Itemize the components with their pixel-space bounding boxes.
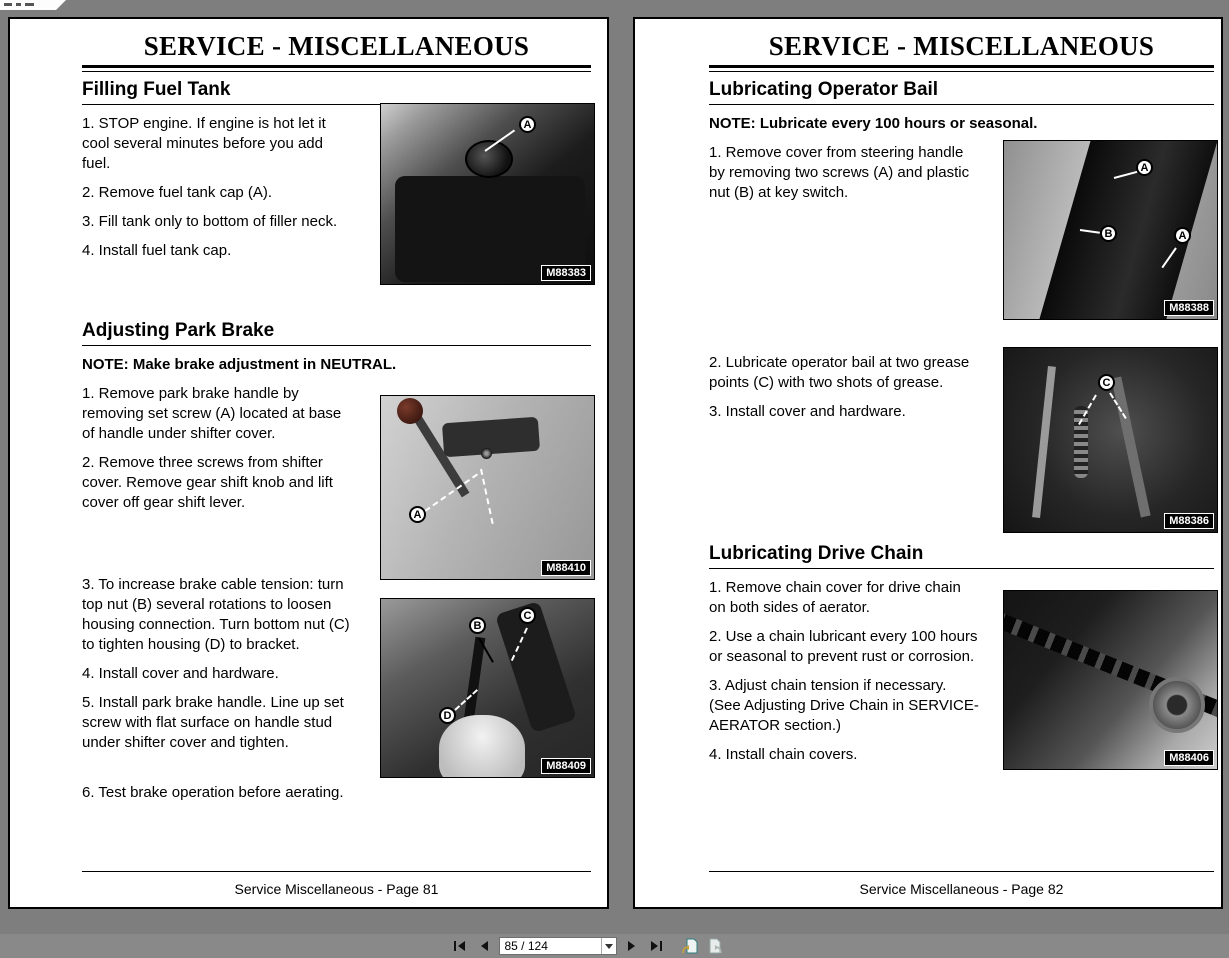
section-heading-lubricating-operator-bail: Lubricating Operator Bail [709,79,939,100]
figure-photo-fuel-tank [381,104,594,284]
callout-c: C [1098,374,1115,391]
set-screw-shape [481,448,492,459]
callout-d: D [439,707,456,724]
note-text: NOTE: Make brake adjustment in NEUTRAL. [82,356,397,373]
step-text: 1. STOP engine. If engine is hot let it cool several minutes before you add fuel. [82,115,326,172]
window-chrome-fragment [0,0,66,10]
dropdown-arrow-icon[interactable] [601,938,616,954]
step-text: 2. Remove fuel tank cap (A). [82,184,273,201]
brake-knob-shape [397,398,423,424]
callout-a: A [1136,159,1153,176]
next-view-button[interactable] [705,937,723,955]
figure-photo-drive-chain [1004,591,1217,769]
step-text: 4. Install fuel tank cap. [82,242,232,259]
previous-view-icon [682,938,698,954]
next-page-button[interactable] [623,937,641,955]
next-view-icon [706,938,722,954]
figure-m88406 [1003,590,1218,770]
figure-photo-operator-bail [1004,348,1217,532]
bail-rod-shape [1111,377,1150,518]
page-footer-text: Service Miscellaneous - Page 82 [859,881,1064,897]
last-page-icon [649,940,663,952]
figure-label: M88406 [1164,750,1214,766]
first-page-icon [453,940,467,952]
figure-m88383 [380,103,595,285]
previous-view-button[interactable] [681,937,699,955]
bail-rod-shape [1032,366,1056,518]
step-text: 1. Remove chain cover for drive chain on both sides of aerator. [709,579,961,616]
step-text: 1. Remove cover from steering handle by removing two screws (A) and plastic nut (B) at key switch. [709,144,970,201]
page-footer-text: Service Miscellaneous - Page 81 [234,881,439,897]
callout-a: A [409,506,426,523]
figure-label: M88410 [541,560,591,576]
figure-m88409 [380,598,595,778]
chrome-mark [4,3,12,6]
figure-m88388 [1003,140,1218,320]
figure-photo-park-brake-handle [381,396,594,579]
callout-b: B [469,617,486,634]
step-text: 3. Fill tank only to bottom of filler neck. [82,213,338,230]
bracket-shape [439,715,525,778]
figure-photo-brake-cable [381,599,594,777]
section-rule [709,568,1214,569]
page-footer [82,871,591,897]
figure-label: M88386 [1164,513,1214,529]
page-number-value[interactable]: 85 / 124 [504,939,548,953]
step-text: 5. Install park brake handle. Line up set screw with flat surface on handle stud under shifter cover and tighten. [82,694,344,751]
callout-arrow [480,469,494,524]
title-double-rule [82,65,591,72]
brake-housing-shape [495,601,577,733]
previous-page-button[interactable] [475,937,493,955]
step-text: 6. Test brake operation before aerating. [82,784,344,801]
callout-c: C [519,607,536,624]
title-double-rule [709,65,1214,72]
first-page-button[interactable] [451,937,469,955]
step-text: 3. Install cover and hardware. [709,403,906,420]
callout-a-second: A [1174,227,1191,244]
chrome-mark [25,3,34,6]
section-rule [709,104,1214,105]
step-text: 2. Lubricate operator bail at two grease points (C) with two shots of grease. [709,354,970,391]
figure-m88410 [380,395,595,580]
previous-page-icon [479,940,489,952]
page-title: SERVICE - MISCELLANEOUS [143,31,530,61]
figure-label: M88409 [541,758,591,774]
step-text: 3. Adjust chain tension if necessary. (See Adjusting Drive Chain in SERVICE-AERATOR section.) [709,677,979,734]
step-text: 4. Install cover and hardware. [82,665,279,682]
section-heading-filling-fuel-tank: Filling Fuel Tank [82,79,231,100]
section-heading-adjusting-park-brake: Adjusting Park Brake [82,320,275,341]
step-text: 1. Remove park brake handle by removing set screw (A) located at base of handle under shifter cover. [82,385,342,442]
figure-m88386 [1003,347,1218,533]
figure-label: M88383 [541,265,591,281]
step-text: 2. Use a chain lubricant every 100 hours or seasonal to prevent rust or corrosion. [709,628,978,665]
note-text: NOTE: Lubricate every 100 hours or seasonal. [709,115,1038,132]
section-heading-lubricating-drive-chain: Lubricating Drive Chain [709,543,924,564]
page-title: SERVICE - MISCELLANEOUS [768,31,1155,61]
pdf-toolbar [0,936,1201,956]
step-text: 2. Remove three screws from shifter cover. Remove gear shift knob and lift cover off gear shift lever. [82,454,333,511]
document-page-left [8,17,609,909]
section-rule [82,345,591,346]
figure-label: M88388 [1164,300,1214,316]
figure-photo-steering-handle [1004,141,1217,319]
chrome-mark [16,3,21,6]
page-footer [709,871,1214,897]
sprocket-shape [1149,677,1205,733]
callout-b: B [1100,225,1117,242]
callout-a: A [519,116,536,133]
document-page-right [633,17,1223,909]
next-page-icon [627,940,637,952]
step-text: 3. To increase brake cable tension: turn top nut (B) several rotations to loosen housing connection. Turn bottom nut (C) to tighten housing (D) to bracket. [82,576,350,653]
step-text: 4. Install chain covers. [709,746,858,763]
page-number-combobox[interactable] [499,937,617,955]
last-page-button[interactable] [647,937,665,955]
